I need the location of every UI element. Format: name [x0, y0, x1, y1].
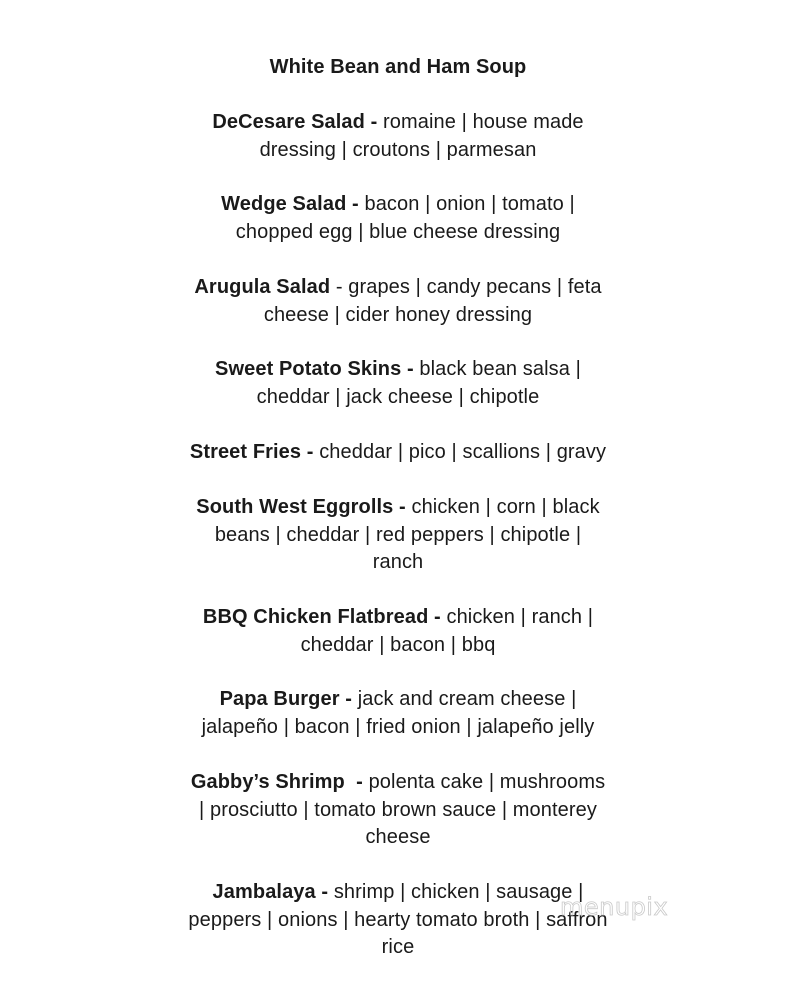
menu-item-line [0, 714, 796, 742]
menu-item-line [0, 604, 796, 632]
menu-item-line [0, 494, 796, 522]
menu-item-description: cheddar | pico | scallions | gravy [319, 441, 607, 463]
menu-item-description: jack and cream cheese | [357, 688, 577, 710]
menu-item-bbq-chicken-flatbread [0, 604, 796, 659]
menu-item-line [0, 219, 796, 247]
menupix-watermark: menupix [560, 893, 669, 921]
menu-item-name: Arugula Salad [194, 276, 331, 298]
menu-item-arugula-salad [0, 274, 796, 329]
menu-item-line [0, 439, 796, 467]
menu-item-description: chicken | ranch | [446, 606, 594, 628]
menu-item-sweet-potato-skins [0, 356, 796, 411]
menu-item-name: Wedge Salad - [221, 193, 365, 215]
menu-item-line [0, 769, 796, 797]
menu-item-white-bean-ham-soup [0, 54, 796, 82]
menu-item-description: ranch [372, 551, 424, 574]
menu-item-name: DeCesare Salad - [212, 111, 384, 133]
menu-item-description: bacon | onion | tomato | [364, 193, 575, 215]
menu-item-description: shrimp | chicken | sausage | [333, 881, 584, 903]
menu-item-name: White Bean and Ham Soup [269, 56, 527, 78]
menu-item-street-fries [0, 439, 796, 467]
menu-item-line [0, 274, 796, 302]
menu-item-line [0, 797, 796, 825]
menu-item-name: BBQ Chicken Flatbread - [202, 606, 447, 628]
menu-item-papa-burger [0, 686, 796, 741]
menu-item-line [0, 109, 796, 137]
menu-item-description: romaine | house made [383, 111, 584, 133]
menu-item-description: - grapes | candy pecans | feta [330, 276, 602, 298]
menu-item-line [0, 302, 796, 330]
menu-item-line [0, 356, 796, 384]
menu-item-decesare-salad [0, 109, 796, 164]
menu-item-name: Street Fries - [189, 441, 320, 463]
menu-item-line [0, 191, 796, 219]
menu-item-description: chopped egg | blue cheese dressing [235, 220, 561, 243]
menu-item-line [0, 549, 796, 577]
menu-item-line [0, 384, 796, 412]
menu-item-description: polenta cake | mushrooms [368, 771, 606, 793]
menu-item-description: chicken | corn | black [411, 496, 600, 518]
menu-item-description: peppers | onions | hearty tomato broth | saffron [188, 908, 608, 931]
menu-item-name: Papa Burger - [219, 688, 358, 710]
menu-item-name: Jambalaya - [212, 881, 334, 903]
menu-item-line [0, 632, 796, 660]
menu-item-line [0, 907, 796, 935]
menu-item-line [0, 54, 796, 82]
menu-item-line [0, 879, 796, 907]
menu-item-name: Gabby’s Shrimp - [190, 771, 369, 793]
menu-item-description: beans | cheddar | red peppers | chipotle | [214, 523, 582, 546]
menu-item-line [0, 522, 796, 550]
menu-item-south-west-eggrolls [0, 494, 796, 577]
menu-item-line [0, 934, 796, 962]
menu-item-line [0, 686, 796, 714]
menu-item-name: Sweet Potato Skins - [215, 358, 420, 380]
menu-item-jambalaya [0, 879, 796, 962]
menu-item-description: black bean salsa | [419, 358, 581, 380]
menu-item-description: | prosciutto | tomato brown sauce | monterey [199, 798, 597, 821]
menu-item-wedge-salad [0, 191, 796, 246]
menu-item-gabbys-shrimp [0, 769, 796, 852]
menu-item-description: cheddar | jack cheese | chipotle [256, 385, 540, 408]
menu-item-line [0, 137, 796, 165]
menu-item-description: cheese | cider honey dressing [263, 303, 533, 326]
menu-item-description: rice [381, 936, 415, 959]
menu-item-line [0, 824, 796, 852]
menu-item-description: cheese [365, 826, 431, 849]
menu-item-name: South West Eggrolls - [196, 496, 412, 518]
menu-item-description: jalapeño | bacon | fried onion | jalapeño jelly [201, 715, 595, 738]
menu-item-description: dressing | croutons | parmesan [259, 138, 537, 161]
menu-item-description: cheddar | bacon | bbq [300, 633, 496, 656]
